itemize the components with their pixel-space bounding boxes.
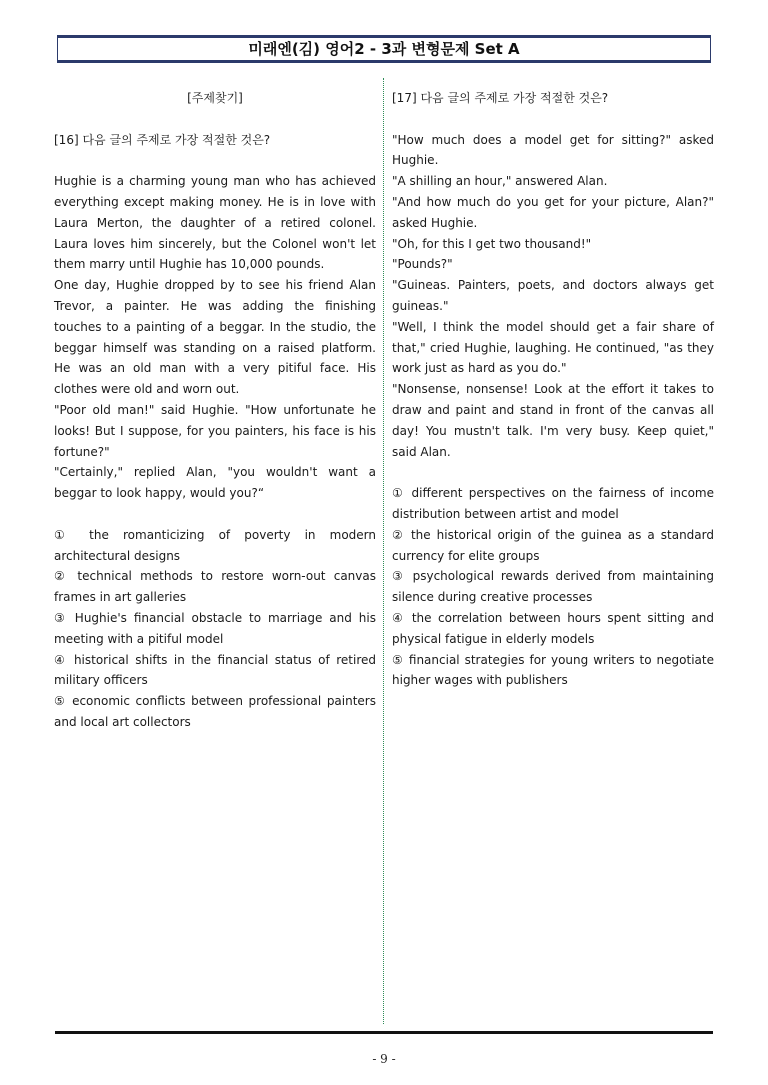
- passage-line: "A shilling an hour," answered Alan.: [392, 174, 608, 189]
- page-title: 미래엔(김) 영어2 - 3과 변형문제 Set A: [57, 35, 711, 63]
- right-column: [392, 88, 714, 691]
- passage-line: "How much does a model get for sitting?" asked Hughie.: [392, 132, 714, 168]
- answer-option: ① different perspectives on the fairness of income distribution between artist and model: [392, 486, 714, 521]
- passage-line: "Nonsense, nonsense! Look at the effort it takes to draw and paint and stand in front of the canvas all day! You mustn't talk. I'm very busy. Keep quiet," said Alan.: [392, 382, 714, 459]
- section-label: [주제찾기]: [187, 91, 243, 105]
- footer-rule: [55, 1031, 713, 1034]
- passage-line: "And how much do you get for your picture, Alan?" asked Hughie.: [392, 194, 714, 230]
- question-16-prompt: [16] 다음 글의 주제로 가장 적절한 것은?: [54, 132, 271, 147]
- passage-paragraph: Hughie is a charming young man who has achieved everything except making money. He is in love with Laura Merton, the daughter of a retired colonel. Laura loves him sincerely, but the Colonel won't let them marry until Hughie has 10,000 pounds.: [54, 174, 376, 272]
- answer-option: ⑤ economic conflicts between professional painters and local art collectors: [54, 694, 376, 729]
- passage-paragraph: One day, Hughie dropped by to see his friend Alan Trevor, a painter. He was adding the finishing touches to a painting of a beggar. In the studio, the beggar himself was standing on a raised platform. He was an old man with a very pitiful face. His clothes were old and worn out.: [54, 278, 376, 397]
- column-divider: [383, 78, 384, 1024]
- passage-paragraph: "Certainly," replied Alan, "you wouldn't want a beggar to look happy, would you?“: [54, 465, 376, 501]
- answer-option: ⑤ financial strategies for young writers to negotiate higher wages with publishers: [392, 652, 714, 688]
- answer-option: ④ historical shifts in the financial status of retired military officers: [54, 652, 376, 688]
- answer-option: ③ Hughie's financial obstacle to marriage and his meeting with a pitiful model: [54, 610, 376, 646]
- answer-option: ② technical methods to restore worn-out canvas frames in art galleries: [54, 569, 376, 605]
- answer-option: ③ psychological rewards derived from maintaining silence during creative processes: [392, 569, 714, 605]
- page-number: - 9 -: [372, 1052, 396, 1066]
- left-column: [54, 88, 376, 733]
- answer-option: ① the romanticizing of poverty in modern architectural designs: [54, 527, 376, 563]
- question-17-prompt: [17] 다음 글의 주제로 가장 적절한 것은?: [392, 91, 609, 105]
- answer-option: ② the historical origin of the guinea as a standard currency for elite groups: [392, 527, 714, 563]
- passage-line: "Well, I think the model should get a fair share of that," cried Hughie, laughing. He continued, "as they work just as hard as you do.": [392, 319, 714, 376]
- passage-line: "Pounds?": [392, 257, 453, 272]
- passage-line: "Oh, for this I get two thousand!": [392, 236, 592, 251]
- passage-line: "Guineas. Painters, poets, and doctors always get guineas.": [392, 278, 714, 313]
- answer-option: ④ the correlation between hours spent sitting and physical fatigue in elderly models: [392, 610, 714, 646]
- passage-paragraph: "Poor old man!" said Hughie. "How unfortunate he looks! But I suppose, for you painters, his face is his fortune?": [54, 402, 376, 459]
